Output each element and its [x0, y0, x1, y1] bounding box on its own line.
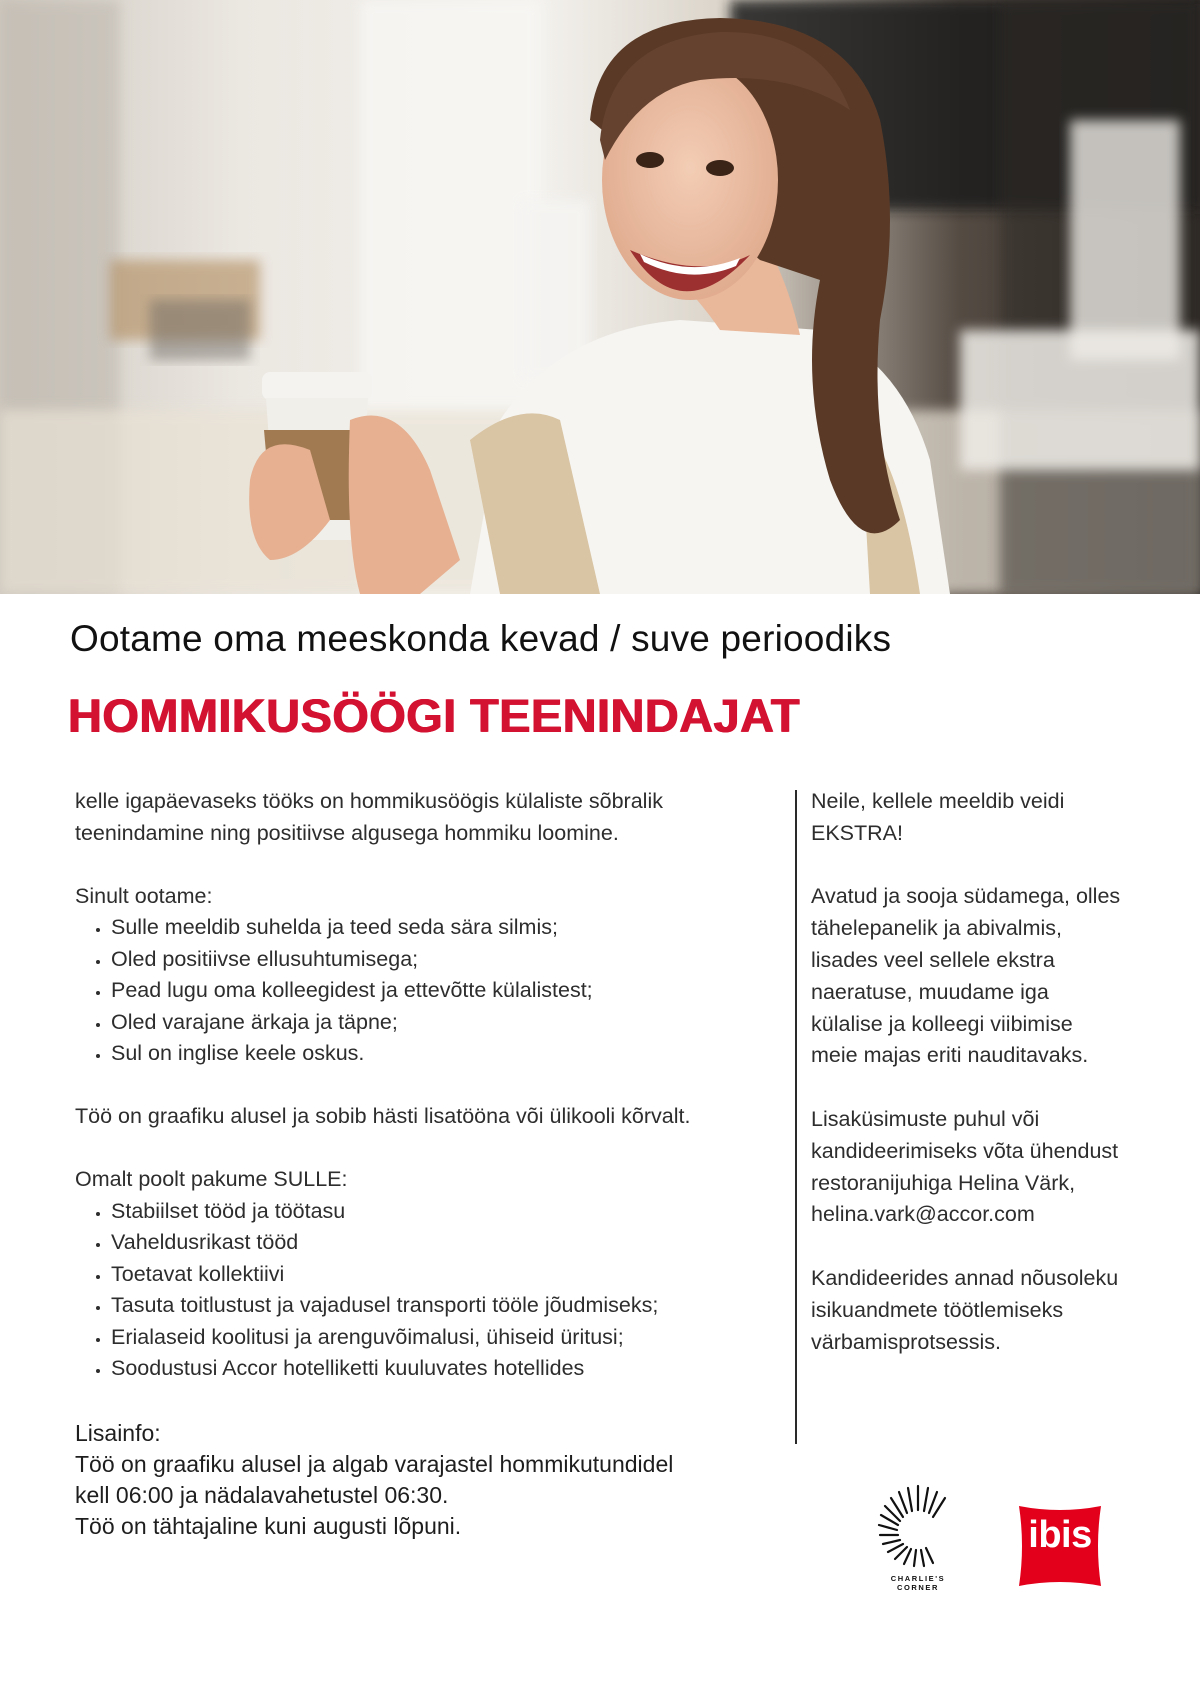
- side-column: [811, 786, 1181, 1358]
- sunburst-c-icon: [873, 1480, 963, 1572]
- list-item: • Oled varajane ärkaja ja täpne;: [111, 1007, 765, 1039]
- list-item: • Toetavat kollektiivi: [111, 1259, 765, 1291]
- list-item: • Oled positiivse ellusuhtumisega;: [111, 944, 765, 976]
- barista-photo-illustration: [0, 0, 1200, 594]
- ibis-wordmark: ibis: [1028, 1514, 1092, 1556]
- side-text-line: meie majas eriti nauditavaks.: [811, 1043, 1089, 1068]
- side-text-line: tähelepanelik ja abivalmis,: [811, 916, 1062, 941]
- list-item: • Soodustusi Accor hotelliketti kuuluvates hotellides: [111, 1353, 765, 1385]
- job-subtitle: Ootame oma meeskonda kevad / suve perioodiks: [70, 618, 892, 659]
- list-item: • Sulle meeldib suhelda ja teed seda sära silmis;: [111, 912, 765, 944]
- expectations-list: [75, 912, 765, 1070]
- side-text-line: restoranijuhiga Helina Värk,: [811, 1170, 1076, 1195]
- list-item: • Pead lugu oma kolleegidest ja ettevõtte külalistest;: [111, 975, 765, 1007]
- list-item: • Sul on inglise keele oskus.: [111, 1038, 765, 1070]
- list-item: • Vaheldusrikast tööd: [111, 1227, 765, 1259]
- additional-info: [75, 1418, 775, 1542]
- side-text-line: lisades veel sellele ekstra: [811, 947, 1055, 972]
- offer-list: [75, 1196, 765, 1385]
- side-text-line: värbamisprotsessis.: [811, 1329, 1001, 1354]
- schedule-note: Töö on graafiku alusel ja sobib hästi lisatööna või ülikooli kõrvalt.: [75, 1104, 691, 1128]
- list-item: • Tasuta toitlustust ja vajadusel transporti tööle jõudmiseks;: [111, 1290, 765, 1322]
- side-text-line: Avatud ja sooja südamega, olles: [811, 884, 1121, 909]
- charlies-corner-line-1: CHARLIE'S: [890, 1574, 946, 1583]
- hero-photo: [0, 0, 1200, 594]
- offer-heading: Omalt poolt pakume SULLE:: [75, 1167, 348, 1191]
- job-title: HOMMIKUSÖÖGI TEENINDAJAT: [68, 689, 801, 742]
- intro-line-1: kelle igapäevaseks tööks on hommikusöögis külaliste sõbralik: [75, 789, 663, 813]
- side-text-line: naeratuse, muudame iga: [811, 979, 1049, 1004]
- charlies-corner-wordmark: [873, 1574, 963, 1592]
- ibis-logo: [1015, 1502, 1105, 1590]
- side-text-line: EKSTRA!: [811, 820, 903, 845]
- side-text-line: külalise ja kolleegi viibimise: [811, 1011, 1073, 1036]
- expectations-heading: Sinult ootame:: [75, 883, 213, 908]
- list-item: • Erialaseid koolitusi ja arenguvõimalusi, ühiseid üritusi;: [111, 1322, 765, 1354]
- side-text-line: Neile, kellele meeldib veidi: [811, 789, 1065, 813]
- additional-info-line-2: kell 06:00 ja nädalavahetustel 06:30.: [75, 1482, 449, 1508]
- charlies-corner-logo: [873, 1480, 963, 1608]
- job-description-column: [75, 786, 765, 1385]
- contact-email[interactable]: helina.vark@accor.com: [811, 1202, 1035, 1227]
- additional-info-line-3: Töö on tähtajaline kuni augusti lõpuni.: [75, 1513, 462, 1539]
- side-text-line: Kandideerides annad nõusoleku: [811, 1265, 1119, 1290]
- charlies-corner-line-2: CORNER: [896, 1583, 940, 1592]
- side-text-line: Lisaküsimuste puhul või: [811, 1106, 1040, 1131]
- additional-info-line-1: Töö on graafiku alusel ja algab varajastel hommikutundidel: [75, 1451, 674, 1477]
- side-text-line: kandideerimiseks võta ühendust: [811, 1138, 1119, 1163]
- column-divider: [795, 790, 797, 1444]
- side-text-line: isikuandmete töötlemiseks: [811, 1297, 1064, 1322]
- additional-info-heading: Lisainfo:: [75, 1420, 161, 1446]
- list-item: • Stabiilset tööd ja töötasu: [111, 1196, 765, 1228]
- intro-line-2: teenindamine ning positiivse algusega hommiku loomine.: [75, 820, 619, 845]
